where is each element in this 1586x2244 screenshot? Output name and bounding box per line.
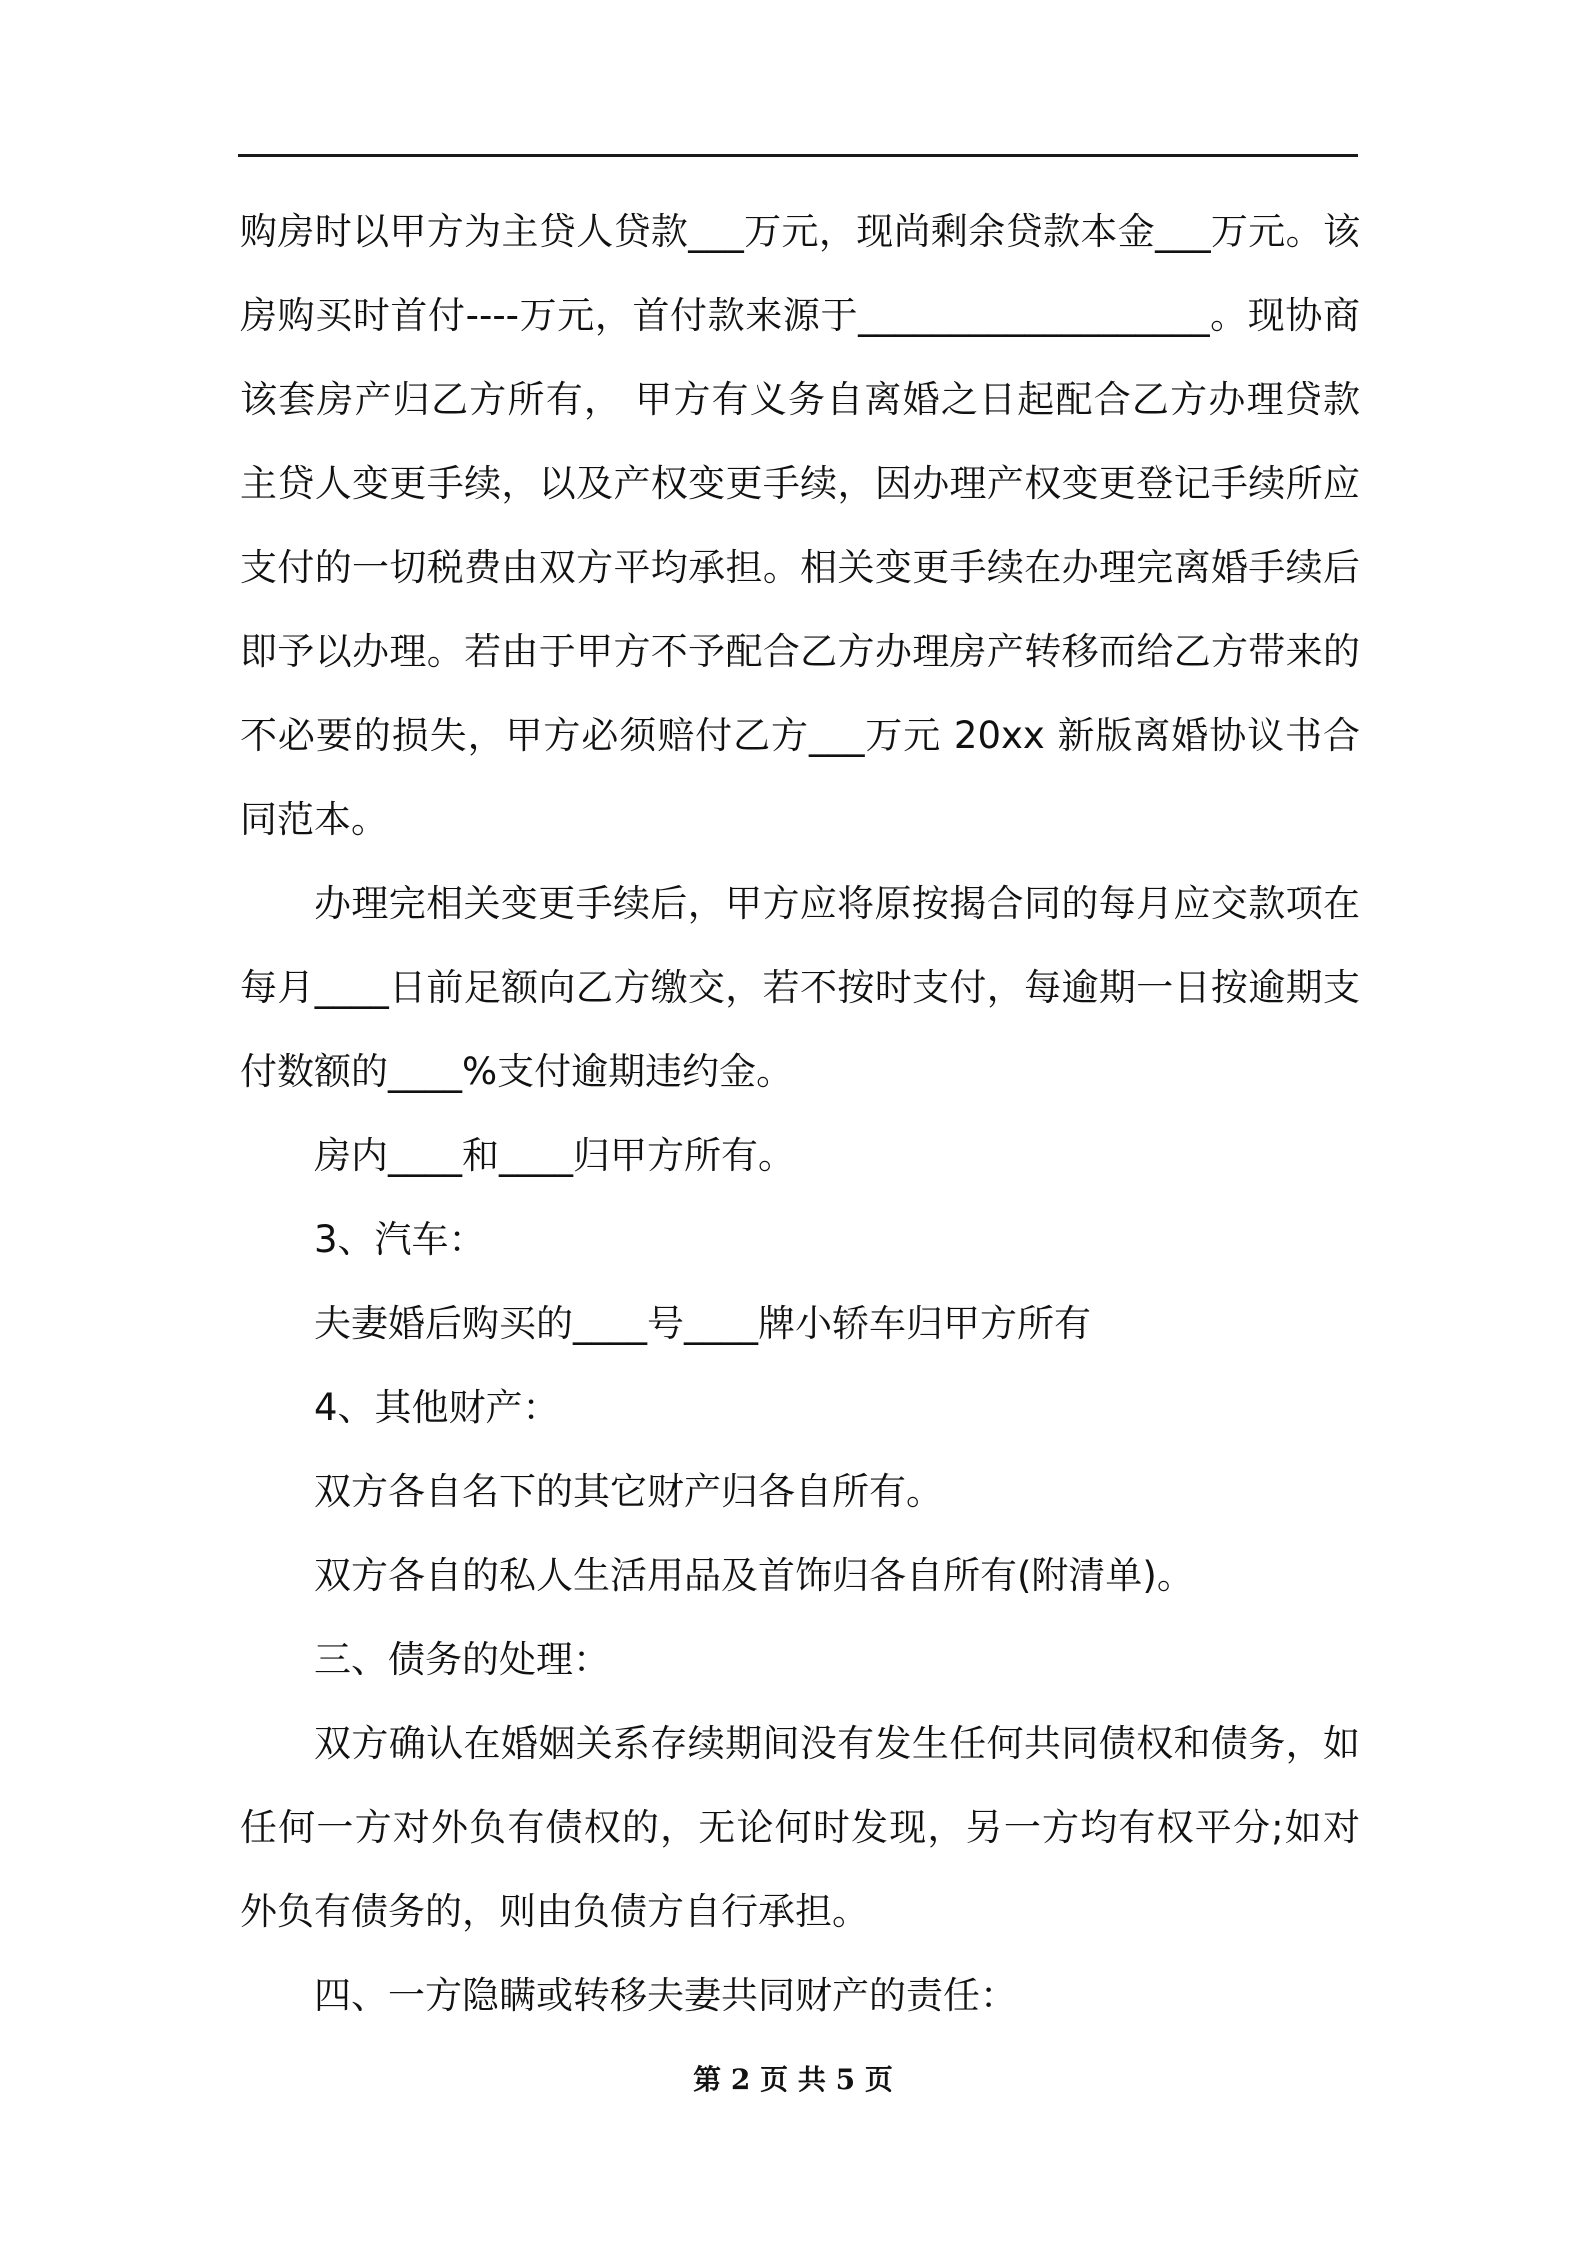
paragraph-personal-items: 双方各自的私人生活用品及首饰归各自所有(附清单)。 <box>314 1554 1194 1597</box>
page-footer: 第 2 页 共 5 页 <box>693 2063 893 2096</box>
paragraph-mortgage-payment: 办理完相关变更手续后，甲方应将原按揭合同的每月应交款项在每月____日前足额向乙方缴交，若不按时支付，每逾期一日按逾期支付数额的____%支付逾期违约金。 <box>240 882 1360 1093</box>
heading-car: 3、汽车： <box>314 1218 486 1261</box>
header-rule <box>238 154 1358 157</box>
heading-debt: 三、债务的处理： <box>314 1638 610 1681</box>
paragraph-house-items: 房内____和____归甲方所有。 <box>314 1134 795 1177</box>
paragraph-other-property: 双方各自名下的其它财产归各自所有。 <box>314 1470 943 1513</box>
paragraph-debt: 双方确认在婚姻关系存续期间没有发生任何共同债权和债务，如任何一方对外负有债权的，无论何时发现，另一方均有权平分;如对外负有债务的，则由负债方自行承担。 <box>240 1722 1360 1933</box>
paragraph-property-house: 购房时以甲方为主贷人贷款___万元，现尚剩余贷款本金___万元。该房购买时首付----万元，首付款来源于___________________。现协商该套房产归乙方所有， 甲方有义务自离婚之日起配合乙方办理贷款主贷人变更手续，以及产权变更手续，因办理产权变更登记手续所应支付的一切税费由双方平均承担。相关变更手续在办理完离婚手续后即予以办理。若由于甲方不予配合乙方办理房产转移而给乙方带来的不必要的损失，甲方必须赔付乙方___万元 20xx 新版离婚协议书合同范本。 <box>240 210 1360 841</box>
document-body <box>240 190 1360 2038</box>
heading-other-property: 4、其他财产： <box>314 1386 560 1429</box>
paragraph-car: 夫妻婚后购买的____号____牌小轿车归甲方所有 <box>314 1302 1091 1345</box>
heading-concealment: 四、一方隐瞒或转移夫妻共同财产的责任： <box>314 1974 1017 2017</box>
